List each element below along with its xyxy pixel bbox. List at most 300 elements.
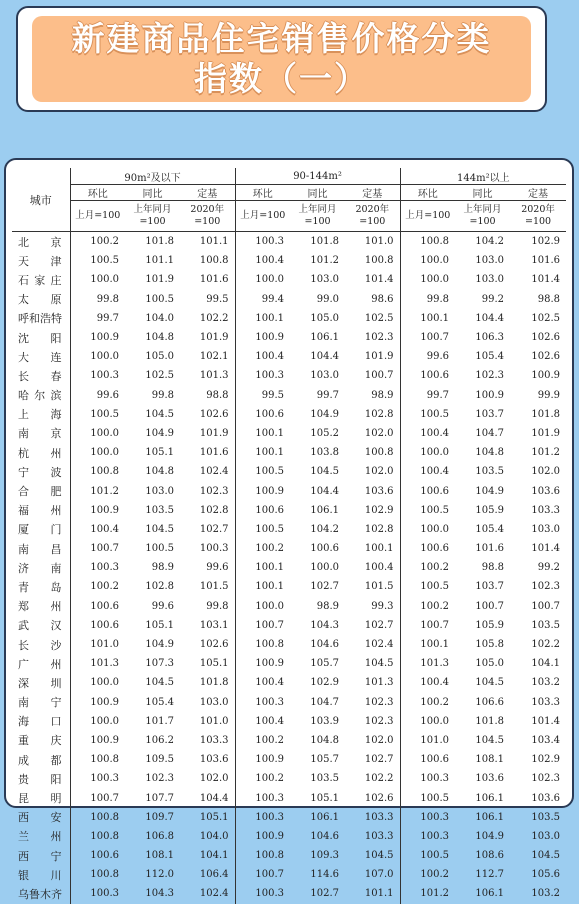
index-value: 100.8: [400, 232, 455, 252]
subheader: 环比: [400, 185, 455, 201]
index-value: 99.6: [70, 386, 125, 405]
table-row: [12, 290, 566, 309]
index-value: 100.7: [235, 865, 290, 884]
index-value: 101.5: [199, 581, 229, 593]
city-name: 沈阳: [18, 331, 62, 345]
index-value: 100.5: [145, 293, 174, 305]
index-value: 99.2: [537, 562, 561, 574]
city-name: 合肥: [18, 485, 62, 499]
index-value: 101.9: [199, 332, 229, 344]
index-value: 100.3: [235, 788, 290, 807]
index-value: 105.0: [310, 312, 340, 324]
index-value: 100.0: [400, 270, 455, 289]
index-value: 106.1: [475, 792, 505, 804]
index-value: 105.4: [475, 351, 505, 363]
index-value: 100.1: [235, 577, 290, 596]
index-value: 103.6: [475, 773, 505, 785]
index-value: 100.5: [400, 405, 455, 424]
index-value: 108.1: [145, 850, 174, 862]
index-value: 102.9: [310, 677, 340, 689]
index-value: 102.0: [364, 466, 394, 478]
city-name: 呼和浩特: [18, 312, 62, 326]
index-value: 99.5: [206, 293, 229, 305]
index-value: 109.7: [145, 811, 174, 823]
subheader: 环比: [70, 185, 125, 201]
index-value: 104.9: [475, 485, 505, 497]
index-value: 100.8: [235, 635, 290, 654]
index-value: 100.6: [400, 539, 455, 558]
index-value: 99.6: [206, 562, 229, 574]
index-value: 99.3: [371, 600, 394, 612]
index-value: 103.5: [310, 773, 340, 785]
index-value: 103.5: [145, 504, 174, 516]
group-header-medium: 90-144m²: [235, 168, 400, 185]
index-value: 106.1: [310, 332, 340, 344]
index-value: 104.5: [145, 523, 174, 535]
subheader: 定基: [510, 185, 566, 201]
index-value: 104.0: [145, 312, 174, 324]
index-value: 101.6: [531, 255, 561, 267]
subheader: 同比: [455, 185, 510, 201]
index-value: 104.8: [145, 466, 174, 478]
index-value: 103.0: [531, 523, 561, 535]
index-value: 105.1: [310, 792, 340, 804]
base-label: 上年同月=100: [455, 201, 510, 232]
index-value: 106.1: [310, 811, 340, 823]
index-value: 102.2: [199, 312, 229, 324]
index-value: 100.8: [70, 750, 125, 769]
index-value: 100.9: [70, 731, 125, 750]
index-value: 105.7: [310, 754, 340, 766]
index-value: 103.7: [475, 581, 505, 593]
table-row: [12, 693, 566, 712]
index-value: 102.3: [364, 696, 394, 708]
index-value: 106.8: [145, 830, 174, 842]
index-value: 100.3: [235, 232, 290, 252]
index-value: 102.6: [364, 792, 394, 804]
index-value: 101.9: [199, 427, 229, 439]
index-value: 106.2: [145, 734, 174, 746]
index-value: 105.7: [310, 658, 340, 670]
index-value: 100.8: [70, 808, 125, 827]
city-name: 南京: [18, 427, 62, 441]
index-value: 104.2: [475, 236, 505, 248]
index-value: 99.8: [151, 389, 174, 401]
index-value: 100.9: [235, 654, 290, 673]
index-value: 102.5: [364, 312, 394, 324]
city-name: 太原: [18, 293, 62, 307]
index-value: 100.0: [400, 443, 455, 462]
index-value: 99.2: [481, 293, 505, 305]
index-value: 100.1: [235, 443, 290, 462]
index-value: 100.9: [235, 827, 290, 846]
index-value: 102.5: [145, 370, 174, 382]
index-value: 102.9: [531, 236, 561, 248]
index-value: 100.0: [70, 424, 125, 443]
index-value: 100.2: [235, 539, 290, 558]
index-value: 98.8: [481, 562, 505, 574]
index-value: 100.1: [235, 424, 290, 443]
index-value: 105.4: [145, 696, 174, 708]
index-value: 100.3: [400, 769, 455, 788]
table-row: [12, 558, 566, 577]
subheader: 同比: [125, 185, 180, 201]
table-row: [12, 846, 566, 865]
index-value: 102.8: [145, 581, 174, 593]
city-name: 广州: [18, 657, 62, 671]
index-value: 100.2: [235, 731, 290, 750]
index-value: 102.3: [199, 485, 229, 497]
index-value: 100.4: [364, 562, 394, 574]
index-value: 104.3: [310, 619, 340, 631]
index-value: 101.0: [70, 635, 125, 654]
index-value: 104.9: [145, 639, 174, 651]
base-label: 上月=100: [70, 201, 125, 232]
index-value: 104.2: [310, 523, 340, 535]
index-value: 100.7: [364, 370, 394, 382]
index-value: 104.8: [310, 734, 340, 746]
title-line-2: 指数（一）: [194, 59, 369, 98]
index-value: 104.5: [475, 677, 505, 689]
index-value: 99.7: [400, 386, 455, 405]
index-value: 104.9: [145, 427, 174, 439]
index-value: 105.4: [475, 523, 505, 535]
index-value: 103.3: [199, 734, 229, 746]
table-row: [12, 443, 566, 462]
city-name: 重庆: [18, 734, 62, 748]
base-label: 2020年=100: [345, 201, 400, 232]
index-value: 102.5: [531, 312, 561, 324]
index-value: 98.9: [316, 600, 340, 612]
index-value: 106.1: [475, 811, 505, 823]
city-name: 西安: [18, 811, 62, 825]
index-value: 100.0: [400, 251, 455, 270]
index-value: 102.7: [364, 619, 394, 631]
index-value: 101.4: [531, 274, 561, 286]
index-value: 108.1: [475, 754, 505, 766]
index-value: 100.6: [400, 481, 455, 500]
index-value: 104.0: [199, 830, 229, 842]
index-value: 100.4: [235, 251, 290, 270]
index-value: 102.8: [199, 504, 229, 516]
index-value: 100.7: [531, 600, 561, 612]
index-value: 101.6: [199, 274, 229, 286]
index-value: 103.0: [475, 274, 505, 286]
index-value: 100.0: [400, 712, 455, 731]
index-value: 102.0: [364, 734, 394, 746]
index-value: 104.7: [310, 696, 340, 708]
city-name: 南宁: [18, 696, 62, 710]
index-value: 100.8: [70, 865, 125, 884]
index-value: 100.3: [70, 769, 125, 788]
index-value: 104.1: [531, 658, 561, 670]
index-value: 100.4: [400, 673, 455, 692]
index-value: 104.8: [145, 332, 174, 344]
table-row: [12, 712, 566, 731]
index-value: 100.6: [70, 597, 125, 616]
index-value: 105.1: [145, 619, 174, 631]
index-value: 99.6: [400, 347, 455, 366]
index-value: 100.7: [400, 328, 455, 347]
city-name: 昆明: [18, 792, 62, 806]
index-value: 98.8: [537, 293, 561, 305]
index-value: 100.1: [400, 635, 455, 654]
index-value: 101.3: [199, 370, 229, 382]
city-name: 长沙: [18, 638, 62, 652]
index-value: 101.3: [364, 677, 394, 689]
index-value: 100.2: [70, 577, 125, 596]
index-value: 101.1: [199, 236, 229, 248]
index-value: 100.9: [235, 750, 290, 769]
title-card: [16, 6, 547, 112]
index-value: 102.3: [475, 370, 505, 382]
index-value: 102.8: [364, 523, 394, 535]
index-value: 104.6: [310, 639, 340, 651]
index-value: 100.8: [364, 255, 394, 267]
index-value: 99.4: [235, 290, 290, 309]
index-value: 102.4: [199, 466, 229, 478]
index-value: 100.0: [70, 347, 125, 366]
index-value: 103.3: [364, 811, 394, 823]
table-row: [12, 232, 566, 252]
index-value: 101.4: [531, 715, 561, 727]
index-value: 105.9: [475, 504, 505, 516]
table-row: [12, 481, 566, 500]
index-value: 104.9: [310, 408, 340, 420]
index-value: 100.0: [70, 712, 125, 731]
subheader: 同比: [290, 185, 345, 201]
city-name: 海口: [18, 715, 62, 729]
index-value: 100.4: [235, 712, 290, 731]
index-value: 100.1: [400, 309, 455, 328]
index-value: 100.5: [400, 846, 455, 865]
index-value: 103.3: [531, 696, 561, 708]
index-value: 100.6: [235, 405, 290, 424]
index-value: 100.6: [70, 616, 125, 635]
index-value: 100.4: [235, 673, 290, 692]
table-row: [12, 386, 566, 405]
index-value: 101.7: [145, 715, 174, 727]
index-value: 106.3: [475, 332, 505, 344]
table-row: [12, 750, 566, 769]
table-row: [12, 731, 566, 750]
index-value: 103.2: [531, 888, 561, 900]
subheader: 定基: [345, 185, 400, 201]
index-value: 103.6: [531, 485, 561, 497]
index-value: 100.1: [235, 558, 290, 577]
city-name: 乌鲁木齐: [18, 887, 62, 901]
index-value: 100.0: [235, 270, 290, 289]
index-value: 100.8: [364, 447, 394, 459]
index-value: 101.4: [531, 543, 561, 555]
table-row: [12, 769, 566, 788]
index-value: 102.6: [531, 351, 561, 363]
index-value: 100.4: [400, 424, 455, 443]
index-value: 100.3: [235, 808, 290, 827]
index-value: 100.2: [400, 865, 455, 884]
index-value: 100.0: [70, 270, 125, 289]
city-name: 上海: [18, 408, 62, 422]
index-value: 101.3: [70, 654, 125, 673]
city-name: 银川: [18, 868, 62, 882]
index-value: 103.1: [199, 619, 229, 631]
index-value: 102.0: [531, 466, 561, 478]
index-value: 99.7: [70, 309, 125, 328]
index-value: 104.5: [145, 677, 174, 689]
table-row: [12, 597, 566, 616]
index-value: 101.8: [475, 715, 505, 727]
index-value: 100.1: [364, 543, 394, 555]
index-value: 100.7: [400, 616, 455, 635]
city-name: 大连: [18, 350, 62, 364]
index-value: 100.2: [400, 597, 455, 616]
index-value: 100.5: [400, 577, 455, 596]
index-value: 99.6: [151, 600, 174, 612]
index-value: 100.0: [310, 562, 340, 574]
index-value: 112.0: [145, 869, 174, 881]
index-value: 101.6: [199, 447, 229, 459]
table-row: [12, 270, 566, 289]
index-value: 98.9: [371, 389, 394, 401]
index-value: 100.8: [70, 827, 125, 846]
table-card: [4, 158, 574, 901]
index-value: 104.9: [475, 830, 505, 842]
index-value: 101.3: [400, 654, 455, 673]
index-value: 112.7: [475, 869, 505, 881]
index-value: 106.6: [475, 696, 505, 708]
index-value: 98.8: [206, 389, 229, 401]
subheader: 定基: [180, 185, 235, 201]
base-label: 上月=100: [400, 201, 455, 232]
index-value: 103.6: [531, 792, 561, 804]
index-value: 100.2: [400, 558, 455, 577]
index-value: 106.4: [199, 869, 229, 881]
index-value: 104.5: [475, 734, 505, 746]
index-value: 100.6: [235, 501, 290, 520]
index-value: 101.0: [199, 715, 229, 727]
index-value: 100.8: [199, 255, 229, 267]
group-header-small: 90m²及以下: [70, 168, 235, 185]
index-value: 107.0: [364, 869, 394, 881]
index-value: 100.4: [70, 520, 125, 539]
index-value: 114.6: [310, 869, 340, 881]
table-row: [12, 462, 566, 481]
index-value: 100.7: [475, 600, 505, 612]
index-value: 98.9: [151, 562, 174, 574]
index-value: 103.0: [199, 696, 229, 708]
index-value: 109.3: [310, 850, 340, 862]
index-value: 103.5: [475, 466, 505, 478]
city-name: 厦门: [18, 523, 62, 537]
index-value: 100.6: [310, 543, 340, 555]
index-value: 100.2: [400, 693, 455, 712]
index-value: 98.6: [371, 293, 394, 305]
index-value: 100.2: [235, 769, 290, 788]
index-value: 101.1: [145, 255, 174, 267]
index-value: 104.8: [475, 447, 505, 459]
index-value: 100.1: [235, 309, 290, 328]
table-row: [12, 577, 566, 596]
index-value: 100.9: [235, 328, 290, 347]
index-value: 100.3: [235, 366, 290, 385]
index-value: 101.4: [364, 274, 394, 286]
index-value: 101.8: [145, 236, 174, 248]
city-name: 青岛: [18, 580, 62, 594]
city-name: 北京: [18, 235, 62, 249]
index-value: 100.5: [70, 405, 125, 424]
index-value: 100.8: [70, 462, 125, 481]
table-body: [12, 232, 566, 904]
price-index-table: [12, 168, 566, 904]
table-row: [12, 635, 566, 654]
index-value: 103.0: [531, 830, 561, 842]
subheader: 环比: [235, 185, 290, 201]
title-banner: [32, 16, 531, 102]
index-value: 102.7: [310, 581, 340, 593]
index-value: 105.0: [475, 658, 505, 670]
index-value: 100.7: [70, 539, 125, 558]
index-value: 102.3: [364, 715, 394, 727]
index-value: 109.5: [145, 754, 174, 766]
index-value: 102.9: [364, 504, 394, 516]
index-value: 104.5: [364, 850, 394, 862]
index-value: 100.5: [235, 520, 290, 539]
index-value: 100.3: [235, 693, 290, 712]
index-value: 100.9: [70, 501, 125, 520]
index-value: 100.2: [70, 232, 125, 252]
index-value: 100.9: [235, 481, 290, 500]
index-value: 100.3: [70, 884, 125, 903]
city-name: 兰州: [18, 830, 62, 844]
base-label: 上月=100: [235, 201, 290, 232]
index-value: 104.4: [199, 792, 229, 804]
index-value: 105.1: [199, 811, 229, 823]
index-value: 100.8: [235, 846, 290, 865]
index-value: 104.3: [145, 888, 174, 900]
table-row: [12, 673, 566, 692]
index-value: 101.5: [364, 581, 394, 593]
city-name: 长春: [18, 369, 62, 383]
index-value: 99.0: [316, 293, 340, 305]
table-row: [12, 520, 566, 539]
city-name: 济南: [18, 561, 62, 575]
city-name: 石家庄: [18, 273, 62, 287]
city-name: 南昌: [18, 542, 62, 556]
table-row: [12, 366, 566, 385]
index-value: 100.3: [400, 827, 455, 846]
city-name: 成都: [18, 753, 62, 767]
index-value: 102.8: [364, 408, 394, 420]
index-value: 104.5: [310, 466, 340, 478]
index-value: 102.2: [364, 773, 394, 785]
index-value: 102.6: [531, 332, 561, 344]
index-value: 100.0: [235, 597, 290, 616]
index-value: 100.0: [400, 520, 455, 539]
index-value: 105.2: [310, 427, 340, 439]
index-value: 104.5: [364, 658, 394, 670]
table-row: [12, 808, 566, 827]
index-value: 103.6: [364, 485, 394, 497]
index-value: 103.7: [475, 408, 505, 420]
index-value: 103.9: [310, 715, 340, 727]
index-value: 100.5: [400, 788, 455, 807]
index-value: 100.5: [70, 251, 125, 270]
index-value: 103.4: [531, 734, 561, 746]
index-value: 100.6: [400, 366, 455, 385]
index-value: 102.6: [199, 408, 229, 420]
index-value: 102.0: [364, 427, 394, 439]
index-value: 103.3: [364, 830, 394, 842]
